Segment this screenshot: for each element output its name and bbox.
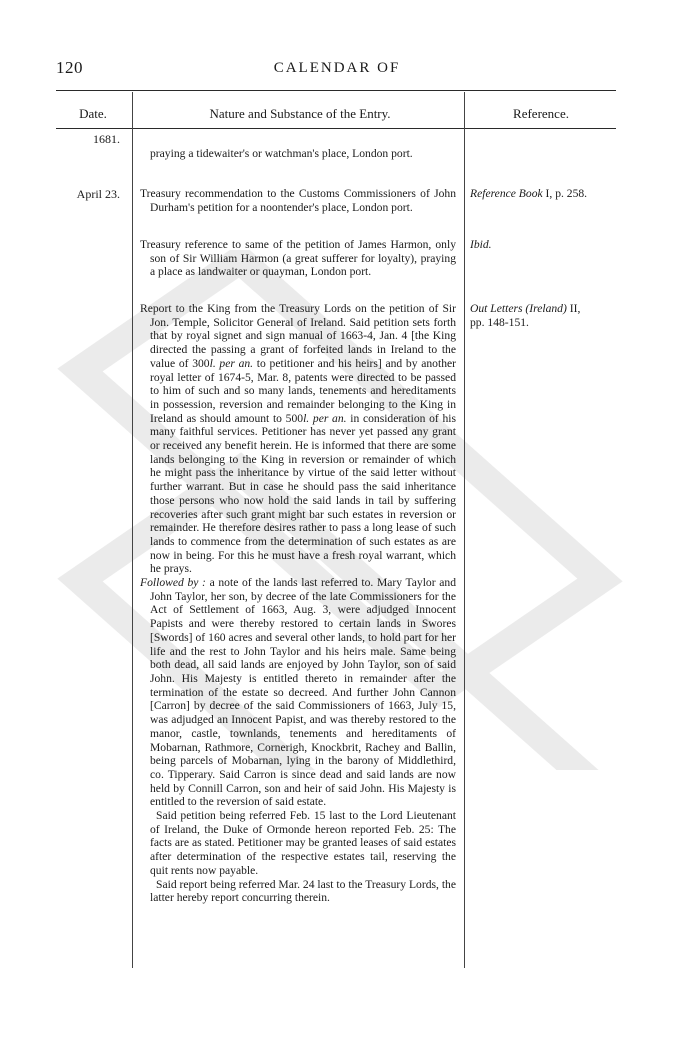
date-column-header: Date. (79, 106, 107, 121)
followed-by-paragraph (140, 576, 456, 809)
column-divider-left (132, 92, 133, 968)
entry-date: April 23. (76, 187, 120, 201)
reference-page: I, p. 258. (542, 187, 588, 200)
column-divider-right (464, 92, 465, 968)
reference-volume: II, (566, 302, 581, 315)
entry-text (140, 302, 456, 905)
followed-by-text: a note of the lands last referred to. Mary Taylor and John Taylor, her son, by decree of the late Commissioners for the Act of Settlement of 1663, Aug. 3, were adjudged Innocent Papists and were thereby restored to certain lands in Swores [Swords] of 160 acres and several other lands, to hold part for her life and the rest to John Taylor and his heirs male. Same being both dead, all said lands are enjoyed by John Taylor, son of said John. His Majesty is entitled thereto in remainder after the termination of the estate so decreed. And further John Cannon [Carron] by decree of the said Commissioners of 1663, July 15, was adjudged an Innocent Papist, and was thereby restored to the manor, castle, townlands, tenements and hereditaments of Mobarnan, Rathmore, Cornerigh, Knockbrit, Rachey and Ballin, being parcels of Mobarnan, lying in the barony of Middlethird, co. Tipperary. Said Carron is since dead and said lands are now held by Connill Carron, son and heir of said John. His Majesty is entitled to the reversion of said estate. (150, 576, 456, 809)
entry-reference (470, 302, 620, 329)
nature-column-header: Nature and Substance of the Entry. (209, 106, 391, 121)
entry-reference (470, 238, 620, 252)
entry-text (140, 147, 456, 161)
header-top-rule (56, 90, 616, 91)
running-title: CALENDAR OF (273, 60, 401, 76)
currency-unit: l. per an. (303, 411, 347, 425)
entry-paragraph: praying a tidewaiter's or watchman's place, London port. (150, 147, 413, 160)
entry-reference (470, 187, 620, 201)
header-bottom-rule (56, 128, 616, 129)
entry-text (140, 238, 456, 279)
reference-pages: pp. 148-151. (470, 315, 529, 329)
followed-by-label: Followed by : (140, 576, 206, 590)
report-text-b: to petitioner and his heirs] and by another royal letter of 1674-5, Mar. 8, patents were directed to be passed to him of such and so many lands, tenements and hereditaments in possession, reversion and remainder belonging to the King in Ireland as should amount to 500 (150, 356, 457, 425)
entry-paragraph (140, 302, 456, 576)
entry-date: 1681. (93, 132, 120, 146)
reference-title: Out Letters (Ireland) (470, 302, 567, 315)
reference-line (470, 302, 620, 316)
report-text-a: Report to the King from the Treasury Lords on the petition of Sir Jon. Temple, Solicitor General of Ireland. Said petition sets forth that by royal signet and sign manual of 1663-4, Jan. 4 [the King directed the passing a grant of forfeited lands in Ireland to the value of 300 (140, 302, 456, 370)
entry-paragraph: Treasury recommendation to the Customs Commissioners of John Durham's petition for a noontender's place, London port. (140, 187, 456, 214)
entry-text (140, 187, 456, 214)
reference-title: Reference Book (470, 187, 543, 200)
reference-title: Ibid. (470, 238, 492, 251)
reference-column-header: Reference. (513, 106, 569, 121)
entry-paragraph: Said report being referred Mar. 24 last to the Treasury Lords, the latter hereby report concurring therein. (150, 877, 456, 905)
entry-paragraph: Treasury reference to same of the petition of James Harmon, only son of Sir William Harmon (a great sufferer for loyalty), praying a place as landwaiter or quayman, London port. (140, 238, 456, 279)
page-number: 120 (56, 58, 83, 77)
report-text-c: in consideration of his many faithful services. Petitioner has never yet passed any grant or received any benefit herein. He is informed that there are some lands belonging to the King in reversion or remainder of which he might pass the inheritance by virtue of the said letter without further warrant. But in case he should pass the said inheritance those persons who now hold the said lands in tail by suffering recoveries after such grant might bar such estates in reversion or remainder. He therefore desires rather to pass a long lease of such lands to commence from the determination of such estates as are now in being. For this he must have a fresh royal warrant, which he prays. (150, 411, 456, 576)
currency-unit: l. per an. (209, 356, 254, 370)
entry-paragraph: Said petition being referred Feb. 15 last to the Lord Lieutenant of Ireland, the Duke of Ormonde hereon reported Feb. 25: The facts are as stated. Petitioner may be granted leases of said estates after determination of the respective estates tail, reserving the quit rents now payable. (150, 809, 456, 877)
